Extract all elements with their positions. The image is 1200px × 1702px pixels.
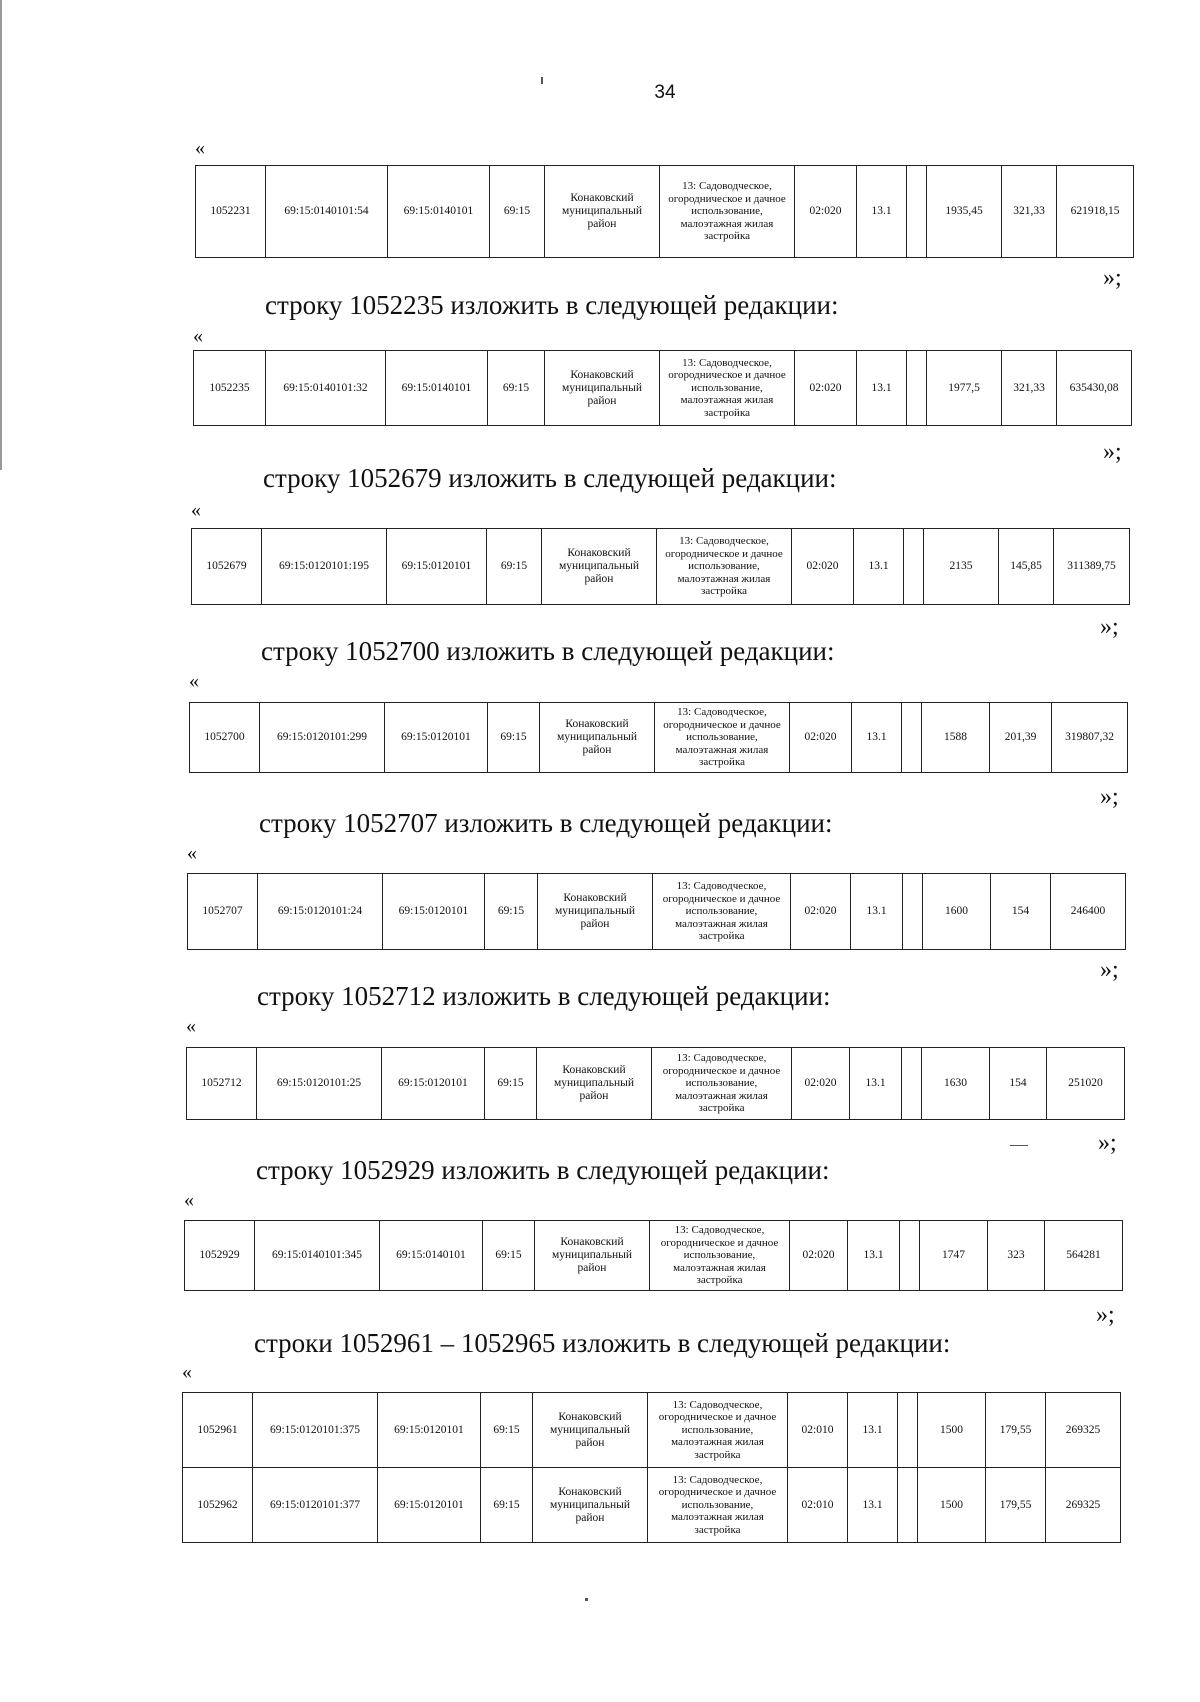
amendment-heading: строку 1052679 изложить в следующей редакции: xyxy=(263,463,837,493)
cell-area: 1630 xyxy=(922,1048,990,1120)
cell-municipality: Конаковский муниципальный район xyxy=(545,166,660,258)
opening-quote: « xyxy=(184,1189,194,1211)
cell-id: 1052962 xyxy=(183,1468,253,1543)
cell-area: 1747 xyxy=(920,1221,988,1291)
cell-code: 02:010 xyxy=(788,1393,848,1468)
cell-empty xyxy=(904,529,924,605)
cell-rate: 154 xyxy=(991,874,1051,950)
cell-cadastral-number: 69:15:0120101:375 xyxy=(253,1393,378,1468)
scan-edge-line xyxy=(0,0,2,470)
cell-land-use: 13: Садоводческое, огородническое и дачное использование, малоэтажная жилая застройка xyxy=(653,874,791,950)
cell-rate: 154 xyxy=(990,1048,1047,1120)
cell-area: 1977,5 xyxy=(927,351,1002,426)
amendment-heading: строку 1052707 изложить в следующей редакции: xyxy=(259,808,833,838)
cell-id: 1052679 xyxy=(192,529,262,605)
cell-cadastral-quarter: 69:15:0120101 xyxy=(387,529,487,605)
opening-quote: « xyxy=(189,670,199,692)
cell-municipality: Конаковский муниципальный район xyxy=(537,1048,652,1120)
record-table xyxy=(195,165,1134,258)
cell-id: 1052961 xyxy=(183,1393,253,1468)
cell-empty xyxy=(907,166,927,258)
amendment-heading: строку 1052929 изложить в следующей редакции: xyxy=(256,1155,830,1185)
cell-code: 02:020 xyxy=(791,874,851,950)
cell-cadastral-number: 69:15:0120101:377 xyxy=(253,1468,378,1543)
cell-land-use: 13: Садоводческое, огородническое и дачное использование, малоэтажная жилая застройка xyxy=(655,703,790,773)
scan-speck xyxy=(1010,1145,1028,1146)
cell-land-use: 13: Садоводческое, огородническое и дачное использование, малоэтажная жилая застройка xyxy=(660,351,795,426)
cell-municipality: Конаковский муниципальный район xyxy=(545,351,660,426)
cell-id: 1052235 xyxy=(194,351,266,426)
table-row xyxy=(185,1221,1123,1291)
closing-quote: »; xyxy=(1100,784,1119,810)
cell-empty xyxy=(900,1221,920,1291)
cell-district-code: 69:15 xyxy=(483,1221,535,1291)
cell-rate: 179,55 xyxy=(986,1468,1046,1543)
record-table xyxy=(191,528,1130,605)
cell-land-use: 13: Садоводческое, огородническое и дачное использование, малоэтажная жилая застройка xyxy=(652,1048,792,1120)
cell-empty xyxy=(898,1393,918,1468)
record-table xyxy=(189,702,1128,773)
cell-empty xyxy=(898,1468,918,1543)
cell-code: 02:020 xyxy=(792,1048,850,1120)
closing-quote: »; xyxy=(1098,1130,1117,1156)
cell-cadastral-number: 69:15:0120101:25 xyxy=(257,1048,382,1120)
cell-empty xyxy=(907,351,927,426)
cell-group: 13.1 xyxy=(850,1048,902,1120)
cell-cadastral-quarter: 69:15:0120101 xyxy=(383,874,485,950)
cell-cadastral-quarter: 69:15:0140101 xyxy=(380,1221,483,1291)
record-table xyxy=(193,350,1132,426)
cell-area: 1500 xyxy=(918,1468,986,1543)
cell-municipality: Конаковский муниципальный район xyxy=(542,529,657,605)
cell-cadastral-number: 69:15:0120101:24 xyxy=(258,874,383,950)
cell-land-use: 13: Садоводческое, огородническое и дачное использование, малоэтажная жилая застройка xyxy=(660,166,795,258)
cell-cadastral-number: 69:15:0120101:299 xyxy=(260,703,385,773)
cell-district-code: 69:15 xyxy=(481,1468,533,1543)
scan-speck xyxy=(585,1598,588,1601)
cell-area: 1500 xyxy=(918,1393,986,1468)
cell-cadastral-number: 69:15:0140101:54 xyxy=(266,166,388,258)
cell-rate: 321,33 xyxy=(1002,351,1057,426)
cell-municipality: Конаковский муниципальный район xyxy=(540,703,655,773)
cell-value: 311389,75 xyxy=(1054,529,1130,605)
cell-land-use: 13: Садоводческое, огородническое и дачное использование, малоэтажная жилая застройка xyxy=(648,1393,788,1468)
table-row xyxy=(187,1048,1125,1120)
cell-cadastral-quarter: 69:15:0140101 xyxy=(386,351,488,426)
opening-quote: « xyxy=(191,499,201,521)
cell-code: 02:020 xyxy=(790,703,852,773)
cell-land-use: 13: Садоводческое, огородническое и дачное использование, малоэтажная жилая застройка xyxy=(648,1468,788,1543)
cell-cadastral-number: 69:15:0140101:32 xyxy=(266,351,386,426)
cell-group: 13.1 xyxy=(857,351,907,426)
table-row xyxy=(190,703,1128,773)
cell-id: 1052700 xyxy=(190,703,260,773)
opening-quote: « xyxy=(186,1015,196,1037)
cell-id: 1052712 xyxy=(187,1048,257,1120)
cell-group: 13.1 xyxy=(848,1221,900,1291)
cell-group: 13.1 xyxy=(852,703,902,773)
cell-group: 13.1 xyxy=(848,1468,898,1543)
cell-district-code: 69:15 xyxy=(488,703,540,773)
cell-group: 13.1 xyxy=(857,166,907,258)
cell-value: 269325 xyxy=(1046,1393,1121,1468)
cell-id: 1052707 xyxy=(188,874,258,950)
cell-code: 02:020 xyxy=(795,351,857,426)
cell-cadastral-number: 69:15:0140101:345 xyxy=(255,1221,380,1291)
cell-rate: 323 xyxy=(988,1221,1045,1291)
table-row xyxy=(188,874,1126,950)
cell-area: 1588 xyxy=(922,703,990,773)
cell-id: 1052231 xyxy=(196,166,266,258)
cell-area: 1935,45 xyxy=(927,166,1002,258)
cell-land-use: 13: Садоводческое, огородническое и дачное использование, малоэтажная жилая застройка xyxy=(657,529,792,605)
cell-district-code: 69:15 xyxy=(481,1393,533,1468)
cell-rate: 145,85 xyxy=(999,529,1054,605)
closing-quote: »; xyxy=(1100,957,1119,983)
cell-value: 564281 xyxy=(1045,1221,1123,1291)
table-row xyxy=(183,1468,1121,1543)
table-row xyxy=(183,1393,1121,1468)
cell-municipality: Конаковский муниципальный район xyxy=(533,1468,648,1543)
page-number: 34 xyxy=(654,82,676,103)
cell-rate: 201,39 xyxy=(990,703,1052,773)
cell-value: 621918,15 xyxy=(1057,166,1134,258)
table-row xyxy=(196,166,1134,258)
cell-municipality: Конаковский муниципальный район xyxy=(535,1221,650,1291)
record-table xyxy=(187,873,1126,950)
cell-code: 02:010 xyxy=(788,1468,848,1543)
cell-cadastral-quarter: 69:15:0120101 xyxy=(385,703,488,773)
cell-value: 246400 xyxy=(1051,874,1126,950)
cell-district-code: 69:15 xyxy=(490,166,545,258)
cell-value: 635430,08 xyxy=(1057,351,1132,426)
opening-quote: « xyxy=(193,325,203,347)
cell-id: 1052929 xyxy=(185,1221,255,1291)
cell-municipality: Конаковский муниципальный район xyxy=(538,874,653,950)
amendment-heading: строки 1052961 – 1052965 изложить в следующей редакции: xyxy=(254,1328,951,1358)
cell-district-code: 69:15 xyxy=(488,351,545,426)
cell-value: 269325 xyxy=(1046,1468,1121,1543)
cell-value: 251020 xyxy=(1047,1048,1125,1120)
record-table xyxy=(186,1047,1125,1120)
cell-empty xyxy=(902,1048,922,1120)
cell-municipality: Конаковский муниципальный район xyxy=(533,1393,648,1468)
closing-quote: »; xyxy=(1103,265,1122,291)
amendment-heading: строку 1052235 изложить в следующей редакции: xyxy=(265,290,839,320)
cell-group: 13.1 xyxy=(848,1393,898,1468)
cell-group: 13.1 xyxy=(854,529,904,605)
amendment-heading: строку 1052712 изложить в следующей редакции: xyxy=(257,981,831,1011)
cell-empty xyxy=(902,703,922,773)
opening-quote: « xyxy=(195,137,205,159)
cell-rate: 179,55 xyxy=(986,1393,1046,1468)
cell-area: 2135 xyxy=(924,529,999,605)
opening-quote: « xyxy=(187,842,197,864)
record-table xyxy=(182,1392,1121,1543)
cell-cadastral-quarter: 69:15:0140101 xyxy=(388,166,490,258)
opening-quote: « xyxy=(182,1361,192,1383)
cell-cadastral-quarter: 69:15:0120101 xyxy=(382,1048,485,1120)
cell-district-code: 69:15 xyxy=(485,1048,537,1120)
cell-area: 1600 xyxy=(923,874,991,950)
amendment-heading: строку 1052700 изложить в следующей редакции: xyxy=(261,636,835,666)
cell-code: 02:020 xyxy=(790,1221,848,1291)
table-row xyxy=(194,351,1132,426)
cell-district-code: 69:15 xyxy=(487,529,542,605)
cell-cadastral-quarter: 69:15:0120101 xyxy=(378,1468,481,1543)
cell-code: 02:020 xyxy=(795,166,857,258)
closing-quote: »; xyxy=(1096,1302,1115,1328)
cell-empty xyxy=(903,874,923,950)
cell-cadastral-number: 69:15:0120101:195 xyxy=(262,529,387,605)
cell-value: 319807,32 xyxy=(1052,703,1128,773)
record-table xyxy=(184,1220,1123,1291)
cell-cadastral-quarter: 69:15:0120101 xyxy=(378,1393,481,1468)
closing-quote: »; xyxy=(1103,439,1122,465)
cell-rate: 321,33 xyxy=(1002,166,1057,258)
cell-group: 13.1 xyxy=(851,874,903,950)
cell-district-code: 69:15 xyxy=(485,874,538,950)
cell-land-use: 13: Садоводческое, огородническое и дачное использование, малоэтажная жилая застройка xyxy=(650,1221,790,1291)
closing-quote: »; xyxy=(1100,614,1119,640)
cell-code: 02:020 xyxy=(792,529,854,605)
table-row xyxy=(192,529,1130,605)
